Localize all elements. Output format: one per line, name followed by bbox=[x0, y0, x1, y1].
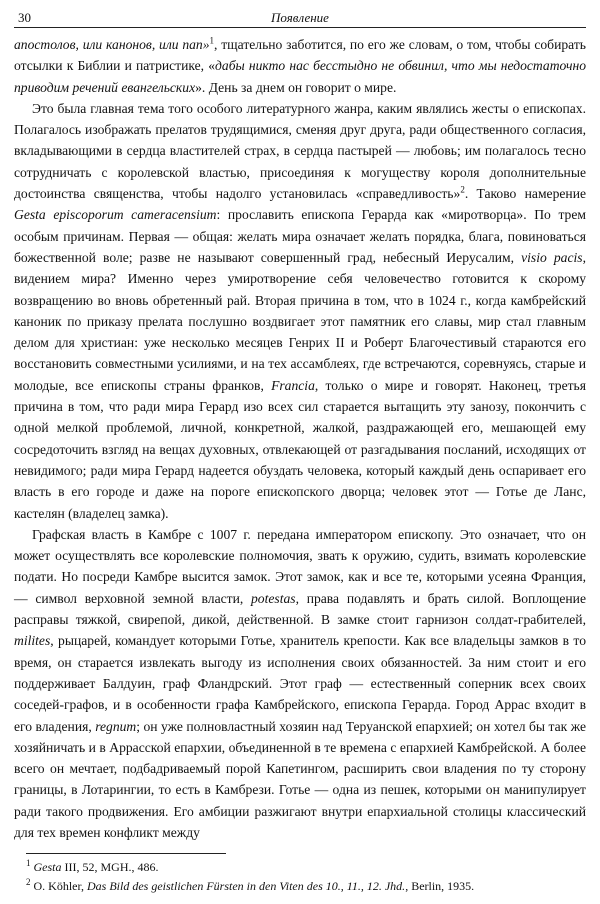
footnote-title: Gesta bbox=[33, 860, 62, 875]
book-page bbox=[14, 6, 586, 896]
footnote-rule bbox=[26, 853, 226, 854]
text-run: : прославить епископа Герарда как «миротворца». По трем особым причинам. Первая — общая: желать мира означает желать порядка, блага, повиноваться божественной воле; разве не называют совершенный град, небесный Иерусалим, bbox=[14, 207, 586, 265]
footnote-text: , Berlin, 1935. bbox=[405, 879, 475, 894]
footnote-text: O. Köhler, bbox=[30, 879, 88, 894]
text-run: , только о мире и говорят. Наконец, третья причина в том, что ради мира Герард изо всех сил старается вытащить эту занозу, покончить с одной мелкой проблемой, личной, конкретной, жалкой, раздражающей его, мешающей ему сосредоточить взгляд на вещах духовных, отвлекающей от разгадывания посланий, исходящих от невидимого; ради мира Герард надеется обуздать человека, который каждый день оспаривает его власть в его городе и даже на пороге епископского дворца; человек этот — Готье де Ланс, кастелян (владелец замка). bbox=[14, 377, 586, 521]
footnote-marker: 1 bbox=[26, 858, 31, 869]
latin-term: Francia bbox=[271, 377, 315, 393]
latin-term: potestas bbox=[251, 590, 296, 606]
footnote-text: III, 52, MGH., 486. bbox=[61, 860, 159, 875]
latin-term: milites bbox=[14, 633, 51, 649]
footnote-marker: 2 bbox=[26, 877, 31, 888]
text-run: , тщательно заботится, по его же словам, о том, чтобы собирать отсылки к Библии и патристике, « bbox=[14, 37, 586, 74]
latin-term: regnum bbox=[95, 718, 137, 734]
running-title: Появление bbox=[271, 10, 329, 25]
text-run: , рыцарей, командует которыми Готье, хранитель крепости. Как все владельцы замков в то время, он старается извлекать выгоду из исполнения своих обязанностей. За ним стоит и его поддерживает Балдуин, граф Фландрский. Этот граф — естественный соперник всех своих соседей-графов, и в особенности графа Камбрейского, епископа Герарда. Город Аррас входит в его владения, bbox=[14, 633, 586, 734]
footnote-1 bbox=[14, 858, 586, 877]
quote-italic: апостолов, или канонов, или пап» bbox=[14, 37, 210, 52]
paragraph-2 bbox=[14, 98, 586, 524]
paragraph-3 bbox=[14, 524, 586, 843]
text-run: . Таково намерение bbox=[464, 186, 586, 202]
header-rule bbox=[14, 27, 586, 28]
text-run: ; он уже полновластный хозяин над Теруанской епархией; он хотел бы так же хозяйничать и в Аррасской епархии, объединенной в те времена с епархией Камбрейской. А более всего он мечтает, подбадриваемый порой Капетингом, расширить свои владения по ту сторону границы, в Лотарингии, то есть в Камбрези. Готье — одна из пешек, которыми он манипулирует ради такого продвижения. Его амбиции разжигают внутри епархиальной столицы классический для тех времен конфликт между bbox=[14, 718, 586, 840]
quote-italic: дабы никто нас бесстыдно не обвинил, что мы недостаточно приводим речений евангельских bbox=[14, 58, 587, 95]
text-run: Это была главная тема того особого литературного жанра, каким являлись жесты о епископах. Полагалось изображать прелатов трудящимися, сменяя друг друга, ради общественного согласия, вкладывающими в сердца властителей страх, в сердца пастырей — любовь; им полагалось тесно сотрудничать с королевской властью, присоединяя к могуществу короля дополнительные достоинства священства, чтобы надолго установилась «справедливость» bbox=[14, 100, 586, 202]
text-run: , видением мира? Именно через умиротворение себя человечество готовится к скорому возвращению во вновь обретенный рай. Вторая причина в том, что в 1024 г., когда камбрейский каноник по приказу прелата послушно воздвигает этот памятник его славы, мир стал главным делом для христиан: уже несколько месяцев Генрих II и Роберт Благочестивый стараются его восстановить совместными усилиями, и на тех ассамблеях, где встречаются, соревнуясь, старые и молодые, все епископы страны франков, bbox=[14, 249, 586, 393]
footnote-2 bbox=[14, 877, 586, 896]
latin-term: visio pacis bbox=[521, 249, 583, 265]
footnote-ref-2: 2 bbox=[460, 184, 465, 195]
running-header bbox=[14, 6, 586, 26]
paragraph-1 bbox=[14, 34, 586, 98]
footnote-ref-1: 1 bbox=[209, 35, 215, 46]
text-run: , права подавлять и брать силой. Воплощение расправы тяжкой, свирепой, дикой, действенной. В замке стоит гарнизон солдат-грабителей, bbox=[14, 590, 586, 628]
page-number: 30 bbox=[18, 10, 31, 25]
text-run: Графская власть в Камбре с 1007 г. передана императором епископу. Это означает, что он может осуществлять все королевские полномочия, звать к оружию, судить, взимать королевские подати. Но посреди Камбре высится замок. Этот замок, как и все те, которыми усеяна Франция, — символ верховной земной власти, bbox=[14, 526, 586, 606]
latin-title: Gesta episcoporum cameracensium bbox=[14, 207, 217, 223]
footnote-title: Das Bild des geistlichen Fürsten in den Viten des 10., 11., 12. Jhd. bbox=[87, 879, 406, 894]
text-run: ». День за днем он говорит о мире. bbox=[195, 79, 397, 95]
